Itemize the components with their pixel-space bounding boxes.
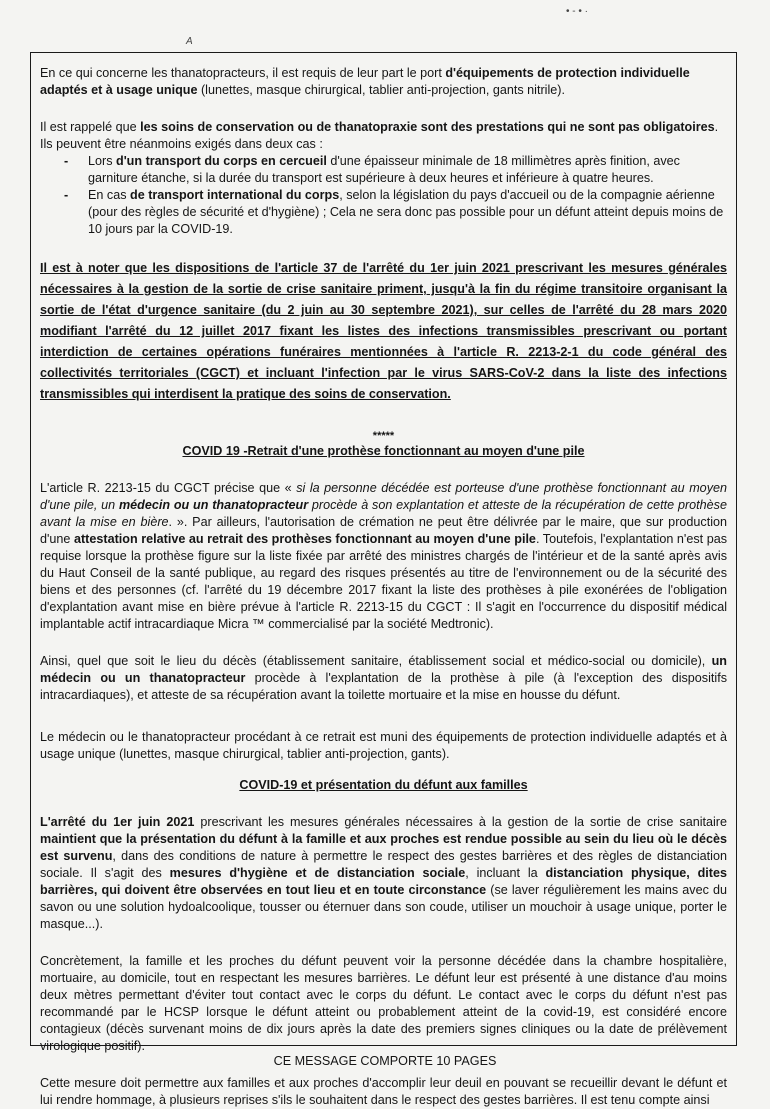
article-paragraph xyxy=(40,480,727,633)
medecin-paragraph: Le médecin ou le thanatopracteur procédant à ce retrait est muni des équipements de protection individuelle adaptés et à usage unique (lunettes, masque chirurgical, tablier anti-projection, gants). xyxy=(40,730,727,761)
text-run: . Ils peuvent être néanmoins exigés dans deux cas : xyxy=(40,120,719,151)
heading-prothese: COVID 19 -Retrait d'une prothèse fonctionnant au moyen d'une pile xyxy=(182,444,585,458)
bold-run: attestation relative au retrait des prothèses fonctionnant au moyen d'une pile xyxy=(73,532,536,546)
soins-paragraph xyxy=(40,119,727,153)
bold-run: de transport international du corps xyxy=(130,188,340,202)
notice-paragraph: Il est à noter que les dispositions de l'article 37 de l'arrêté du 1er juin 2021 prescrivant les mesures générales nécessaires à la gestion de la sortie de crise sanitaire priment, jusqu'à la fin du régime transitoire organisant la sortie de l'état d'urgence sanitaire (du 2 juin au 30 septembre 2021), sur celles de l'arrêté du 28 mars 2020 modifiant l'arrêté du 12 juillet 2017 fixant les listes des infections transmissibles prescrivant ou portant interdiction de certaines opérations funéraires mentionnées à l'article R. 2213-2-1 du code général des collectivités territoriales (CGCT) et incluant l'infection par le virus SARS-CoV-2 dans la liste des infections transmissibles qui interdisent la pratique des soins de conservation. xyxy=(40,261,727,401)
mesure-paragraph: Cette mesure doit permettre aux familles et aux proches d'accomplir leur deuil en pouvant se recueillir devant le défunt et lui rendre hommage, à plusieurs reprises s'ils le souhaitent dans le respect des gestes barrières. Il est tenu compte ainsi xyxy=(40,1076,727,1107)
list-item xyxy=(88,153,727,187)
text-run: (lunettes, masque chirurgical, tablier anti-projection, gants nitrile). xyxy=(197,83,565,97)
text-run: Lors xyxy=(88,154,116,168)
thanato-intro-paragraph xyxy=(40,65,727,99)
text-run: . ». Par ailleurs, l'autorisation de crémation ne peut être délivrée par le maire, que sur production d'une xyxy=(40,515,727,546)
bold-italic-run: médecin ou un thanatopracteur xyxy=(118,498,309,512)
page-footer: CE MESSAGE COMPORTE 10 PAGES xyxy=(273,1054,497,1068)
text-run: , incluant la xyxy=(465,866,546,880)
soins-list xyxy=(40,153,727,238)
separator-stars: ***** xyxy=(372,430,395,442)
text-run: En cas xyxy=(88,188,130,202)
text-run: , dans des conditions de nature à permettre le respect des gestes barrières et des règles de distanciation sociale. Il s'agit des xyxy=(40,849,727,880)
text-run: L'article R. 2213-15 du CGCT précise que « xyxy=(40,481,297,495)
arrete-paragraph xyxy=(40,814,727,933)
top-right-mark: • - • · xyxy=(566,6,588,17)
bold-run: d'équipements de protection individuelle adaptés et à usage unique xyxy=(40,66,690,97)
bold-run: distanciation physique, dites barrières, qui doivent être observées en tout lieu et en toute circonstance xyxy=(40,866,727,897)
text-run: (se laver régulièrement les mains avec du savon ou une solution hydoalcoolique, tousser ou éternuer dans son coude, utiliser un mouchoir à usage unique, porter le masque...). xyxy=(40,883,727,931)
list-item xyxy=(88,187,727,238)
text-run: En ce qui concerne les thanatopracteurs, il est requis de leur part le port xyxy=(40,66,446,80)
concretement-paragraph: Concrètement, la famille et les proches du défunt peuvent voir la personne décédée dans la chambre hospitalière, mortuaire, au domicile, tout en respectant les mesures barrières. Le défunt leur est présenté à une distance d'au moins deux mètres permettant d'éviter tout contact avec le corps du défunt. Le contact avec le corps du défunt n'est pas recommandé par le HCSP lorsque le défunt atteint ou probablement atteint de la covid-19, est considéré encore contagieux (décès survenant moins de dix jours après la date des premiers signes cliniques ou la date de prélèvement virologique positif). xyxy=(40,954,727,1053)
top-left-mark: A xyxy=(186,36,193,47)
text-run: Il est rappelé que xyxy=(40,120,141,134)
text-run: . Toutefois, l'explantation n'est pas requise lorsque la prothèse figure sur la liste fixée par arrêté des ministres chargés de l'intérieur et de la santé après avis du Haut Conseil de la santé publique, au regard des risques présentés au titre de l'environnement ou de la sécurité des biens et des personnes (cf. l'arrêté du 19 décembre 2017 fixant la liste des prothèses à pile exonérées de l'obligation d'explantation avant mise en bière prévue à l'article R. 2213-15 du CGCT : Il s'agit en l'occurrence du dispositif médical implantable actif intracardiaque Micra ™ commercialisé par la société Medtronic). xyxy=(40,532,727,631)
text-run: procède à l'explantation de la prothèse à pile (à l'exception des dispositifs intracardiaques), et atteste de sa récupération avant la toilette mortuaire et la mise en housse du défunt. xyxy=(40,671,727,702)
italic-run: procède à son explantation et atteste de la récupération de cette prothèse avant la mise en bière xyxy=(40,498,727,529)
bold-run: L'arrêté du 1er juin 2021 xyxy=(40,815,195,829)
heading-familles: COVID-19 et présentation du défunt aux familles xyxy=(239,778,528,792)
text-run: prescrivant les mesures générales nécessaires à la gestion de la sortie de crise sanitaire xyxy=(194,815,728,829)
bold-run: d'un transport du corps en cercueil xyxy=(116,154,327,168)
ainsi-paragraph xyxy=(40,653,727,704)
bold-run: un médecin ou un thanatopracteur xyxy=(40,654,727,685)
bold-run: les soins de conservation ou de thanatopraxie sont des prestations qui ne sont pas obligatoires xyxy=(140,120,715,134)
bold-run: maintient que la présentation du défunt à la famille et aux proches est rendue possible au sein du lieu où le décès est survenu xyxy=(40,832,727,863)
text-run: Ainsi, quel que soit le lieu du décès (établissement sanitaire, établissement social et médico-social ou domicile), xyxy=(40,654,712,668)
italic-run: si la personne décédée est porteuse d'une prothèse fonctionnant au moyen d'une pile, un xyxy=(40,481,727,512)
bold-run: mesures d'hygiène et de distanciation sociale xyxy=(169,866,466,880)
text-run: d'une épaisseur minimale de 18 millimètres après finition, avec garniture étanche, si la durée du transport est supérieure à deux heures et inférieure à quatre heures. xyxy=(88,154,680,185)
text-run: , selon la législation du pays d'accueil ou de la compagnie aérienne (pour des règles de sécurité et d'hygiène) ; Cela ne sera donc pas possible pour un défunt atteint depuis moins de 10 jours par la COVID-19. xyxy=(88,188,724,236)
